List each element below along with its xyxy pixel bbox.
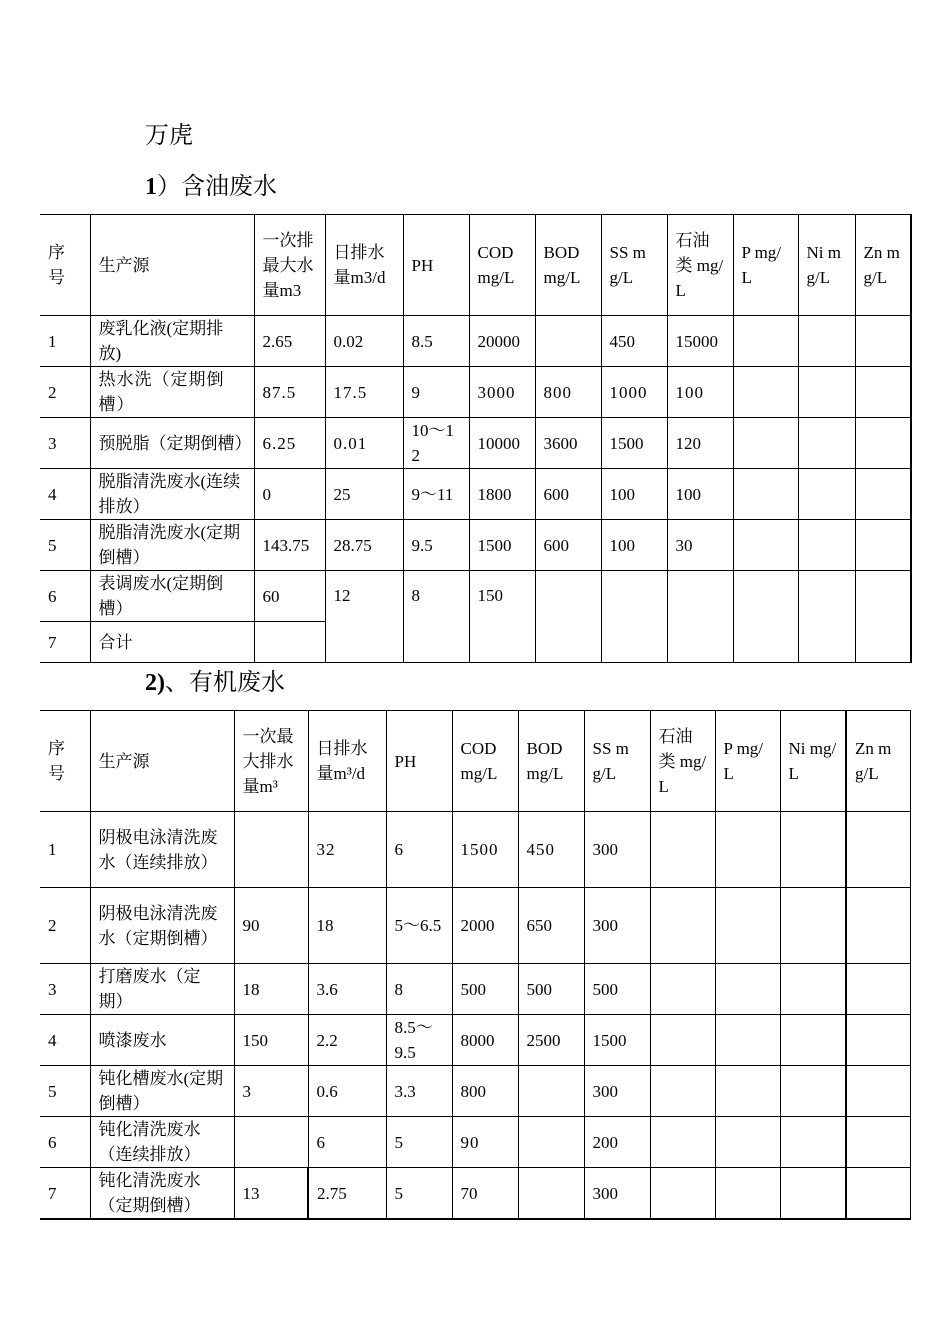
table-cell: 3 — [234, 1066, 308, 1117]
table-cell: 300 — [584, 888, 650, 964]
table-cell: 3.3 — [386, 1066, 452, 1117]
table-cell: 5 — [40, 1066, 90, 1117]
table-header-row — [40, 215, 911, 316]
table-header-row — [40, 711, 910, 812]
table-cell-merged — [601, 571, 667, 663]
table-row — [40, 418, 911, 469]
table-cell — [780, 1168, 846, 1220]
table-cell: 阴极电泳清洗废水（连续排放） — [90, 812, 234, 888]
table-cell — [234, 812, 308, 888]
table-cell-merged — [855, 571, 911, 663]
table-cell — [798, 316, 855, 367]
table-cell — [798, 469, 855, 520]
table-cell: 3 — [40, 418, 90, 469]
header-cell: 生产源 — [90, 711, 234, 812]
table-cell: 9 — [403, 367, 469, 418]
table-cell: 1 — [40, 812, 90, 888]
table-cell — [798, 367, 855, 418]
table-cell: 6 — [386, 812, 452, 888]
oily-wastewater-table — [40, 214, 912, 663]
header-cell: PH — [386, 711, 452, 812]
table-row — [40, 888, 910, 964]
table-cell-merged — [798, 571, 855, 663]
table-cell: 6 — [308, 1117, 386, 1168]
section-title-text: 、有机废水 — [165, 670, 285, 696]
table-cell — [733, 367, 798, 418]
table-cell — [650, 1117, 715, 1168]
table-cell: 4 — [40, 1015, 90, 1066]
table-cell: 5 — [386, 1168, 452, 1220]
table-cell: 90 — [452, 1117, 518, 1168]
table-cell: 120 — [667, 418, 733, 469]
table-cell-merged — [733, 571, 798, 663]
table-cell-merged: 12 — [325, 571, 403, 663]
table-cell: 70 — [452, 1168, 518, 1220]
table-cell: 0 — [254, 469, 325, 520]
table-cell — [650, 1066, 715, 1117]
table-row — [40, 1117, 910, 1168]
table-cell — [518, 1117, 584, 1168]
table-cell — [650, 1015, 715, 1066]
table-row — [40, 1066, 910, 1117]
table-cell — [855, 367, 911, 418]
table-cell: 100 — [601, 469, 667, 520]
table-cell: 3.6 — [308, 964, 386, 1015]
table-cell: 500 — [452, 964, 518, 1015]
table-cell: 钝化槽废水(定期倒槽） — [90, 1066, 234, 1117]
section-number: 1 — [145, 174, 157, 200]
table-cell — [715, 1015, 780, 1066]
header-cell: SS mg/L — [601, 215, 667, 316]
table-row — [40, 469, 911, 520]
section-title-text: ）含油废水 — [157, 174, 277, 200]
table-cell: 1 — [40, 316, 90, 367]
table-cell — [846, 1015, 910, 1066]
table-cell: 预脱脂（定期倒槽） — [90, 418, 254, 469]
table-cell — [715, 1168, 780, 1220]
table-cell: 13 — [234, 1168, 308, 1220]
table-cell: 废乳化液(定期排放) — [90, 316, 254, 367]
header-cell: 一次最大排水量m³ — [234, 711, 308, 812]
table-cell: 30 — [667, 520, 733, 571]
table-cell — [234, 1117, 308, 1168]
table-cell — [798, 520, 855, 571]
table-cell: 0.01 — [325, 418, 403, 469]
table-row — [40, 367, 911, 418]
header-cell: Zn mg/L — [855, 215, 911, 316]
header-cell: Ni mg/L — [798, 215, 855, 316]
table-cell: 1800 — [469, 469, 535, 520]
table-cell — [715, 1066, 780, 1117]
table-cell-merged — [667, 571, 733, 663]
table-cell: 脱脂清洗废水(连续排放） — [90, 469, 254, 520]
table-cell: 钝化清洗废水（连续排放） — [90, 1117, 234, 1168]
table-cell: 7 — [40, 1168, 90, 1220]
table-cell: 阴极电泳清洗废水（定期倒槽） — [90, 888, 234, 964]
table-cell — [846, 1066, 910, 1117]
table-cell: 8.5 — [403, 316, 469, 367]
header-cell: 生产源 — [90, 215, 254, 316]
table-cell: 表调废水(定期倒槽） — [90, 571, 254, 622]
table-cell: 32 — [308, 812, 386, 888]
table-cell: 2.75 — [308, 1168, 386, 1220]
page-title: 万虎 — [145, 123, 193, 149]
table-cell: 143.75 — [254, 520, 325, 571]
table-row — [40, 1168, 910, 1220]
table-cell: 450 — [601, 316, 667, 367]
table-cell: 1500 — [452, 812, 518, 888]
table-cell: 打磨废水（定期） — [90, 964, 234, 1015]
header-cell: P mg/L — [733, 215, 798, 316]
table-cell: 150 — [234, 1015, 308, 1066]
table-cell — [650, 1168, 715, 1220]
table-cell: 1500 — [584, 1015, 650, 1066]
header-cell: BOD mg/L — [535, 215, 601, 316]
table-cell: 0.6 — [308, 1066, 386, 1117]
table-cell: 2.2 — [308, 1015, 386, 1066]
table-cell — [855, 418, 911, 469]
table-cell: 60 — [254, 571, 325, 622]
table-cell — [733, 520, 798, 571]
table-cell: 200 — [584, 1117, 650, 1168]
table-cell: 300 — [584, 1066, 650, 1117]
table-cell: 8000 — [452, 1015, 518, 1066]
table-cell — [518, 1066, 584, 1117]
table-cell — [855, 316, 911, 367]
table-cell: 9～11 — [403, 469, 469, 520]
header-cell: 一次排最大水量m3 — [254, 215, 325, 316]
table-cell: 1500 — [601, 418, 667, 469]
table-cell: 9.5 — [403, 520, 469, 571]
table-row — [40, 1015, 910, 1066]
table-cell: 800 — [452, 1066, 518, 1117]
table-cell: 300 — [584, 812, 650, 888]
table-cell: 喷漆废水 — [90, 1015, 234, 1066]
table-cell: 脱脂清洗废水(定期倒槽） — [90, 520, 254, 571]
table-row — [40, 571, 911, 622]
table-cell: 25 — [325, 469, 403, 520]
header-cell: Ni mg/L — [780, 711, 846, 812]
table-cell — [846, 812, 910, 888]
table-cell: 87.5 — [254, 367, 325, 418]
table-cell — [846, 964, 910, 1015]
table-row — [40, 520, 911, 571]
table-cell: 15000 — [667, 316, 733, 367]
section-number: 2) — [145, 670, 165, 696]
table-cell: 6 — [40, 571, 90, 622]
table-cell — [518, 1168, 584, 1220]
table-cell: 800 — [535, 367, 601, 418]
table-cell: 8.5～9.5 — [386, 1015, 452, 1066]
header-cell: 序号 — [40, 215, 90, 316]
table-cell — [715, 1117, 780, 1168]
table-cell: 10000 — [469, 418, 535, 469]
table-cell: 100 — [601, 520, 667, 571]
table-cell — [780, 812, 846, 888]
table-cell: 5 — [386, 1117, 452, 1168]
table-cell: 6 — [40, 1117, 90, 1168]
table-cell: 500 — [518, 964, 584, 1015]
header-cell: SS mg/L — [584, 711, 650, 812]
table-cell: 100 — [667, 469, 733, 520]
table-cell — [715, 812, 780, 888]
table-cell: 650 — [518, 888, 584, 964]
table-cell: 10～12 — [403, 418, 469, 469]
header-cell: BOD mg/L — [518, 711, 584, 812]
table-cell — [733, 316, 798, 367]
table-cell: 17.5 — [325, 367, 403, 418]
table-cell: 1500 — [469, 520, 535, 571]
table-cell: 0.02 — [325, 316, 403, 367]
header-cell: 日排水量m³/d — [308, 711, 386, 812]
table-cell: 8 — [386, 964, 452, 1015]
header-cell: P mg/L — [715, 711, 780, 812]
table-cell — [733, 469, 798, 520]
table-cell: 18 — [234, 964, 308, 1015]
table-cell — [780, 1015, 846, 1066]
table-cell — [855, 469, 911, 520]
table-cell: 6.25 — [254, 418, 325, 469]
header-cell: Zn mg/L — [846, 711, 910, 812]
table-cell: 600 — [535, 520, 601, 571]
section-title-oily-wastewater — [145, 166, 277, 201]
table-cell: 300 — [584, 1168, 650, 1220]
table-cell — [846, 1117, 910, 1168]
table-cell: 2000 — [452, 888, 518, 964]
table-cell: 100 — [667, 367, 733, 418]
table-cell — [535, 316, 601, 367]
header-cell: COD mg/L — [469, 215, 535, 316]
table-cell: 2 — [40, 367, 90, 418]
table-cell-merged: 150 — [469, 571, 535, 663]
table-cell: 18 — [308, 888, 386, 964]
table-cell — [780, 888, 846, 964]
header-cell: 石油类 mg/L — [650, 711, 715, 812]
table-cell-merged: 8 — [403, 571, 469, 663]
table-cell — [798, 418, 855, 469]
table-cell: 3000 — [469, 367, 535, 418]
table-cell — [733, 418, 798, 469]
table-cell: 28.75 — [325, 520, 403, 571]
table-cell-merged — [535, 571, 601, 663]
table-cell — [650, 888, 715, 964]
table-cell — [650, 964, 715, 1015]
table-cell — [780, 964, 846, 1015]
table-cell — [846, 888, 910, 964]
header-cell: PH — [403, 215, 469, 316]
table-cell — [650, 812, 715, 888]
table-cell — [254, 622, 325, 663]
table-row — [40, 316, 911, 367]
table-cell: 600 — [535, 469, 601, 520]
header-cell: 石油类 mg/L — [667, 215, 733, 316]
table-cell — [780, 1066, 846, 1117]
table-cell: 2.65 — [254, 316, 325, 367]
table-cell — [715, 964, 780, 1015]
table-cell: 500 — [584, 964, 650, 1015]
table-cell: 5 — [40, 520, 90, 571]
table-cell: 1000 — [601, 367, 667, 418]
table-cell: 5～6.5 — [386, 888, 452, 964]
table-cell: 合计 — [90, 622, 254, 663]
header-cell: 日排水量m3/d — [325, 215, 403, 316]
section-title-organic-wastewater — [145, 662, 285, 697]
table-cell — [715, 888, 780, 964]
table-cell: 2500 — [518, 1015, 584, 1066]
table-cell: 热水洗（定期倒槽） — [90, 367, 254, 418]
table-cell: 3 — [40, 964, 90, 1015]
header-cell: COD mg/L — [452, 711, 518, 812]
table-cell: 3600 — [535, 418, 601, 469]
table-cell: 4 — [40, 469, 90, 520]
table-cell — [846, 1168, 910, 1220]
table-cell: 钝化清洗废水（定期倒槽） — [90, 1168, 234, 1220]
table-cell: 20000 — [469, 316, 535, 367]
table-row — [40, 812, 910, 888]
table-row — [40, 964, 910, 1015]
header-cell: 序号 — [40, 711, 90, 812]
table-cell: 7 — [40, 622, 90, 663]
table-cell: 2 — [40, 888, 90, 964]
table-cell: 90 — [234, 888, 308, 964]
table-cell — [855, 520, 911, 571]
table-cell: 450 — [518, 812, 584, 888]
table-cell — [780, 1117, 846, 1168]
organic-wastewater-table — [40, 710, 911, 1220]
